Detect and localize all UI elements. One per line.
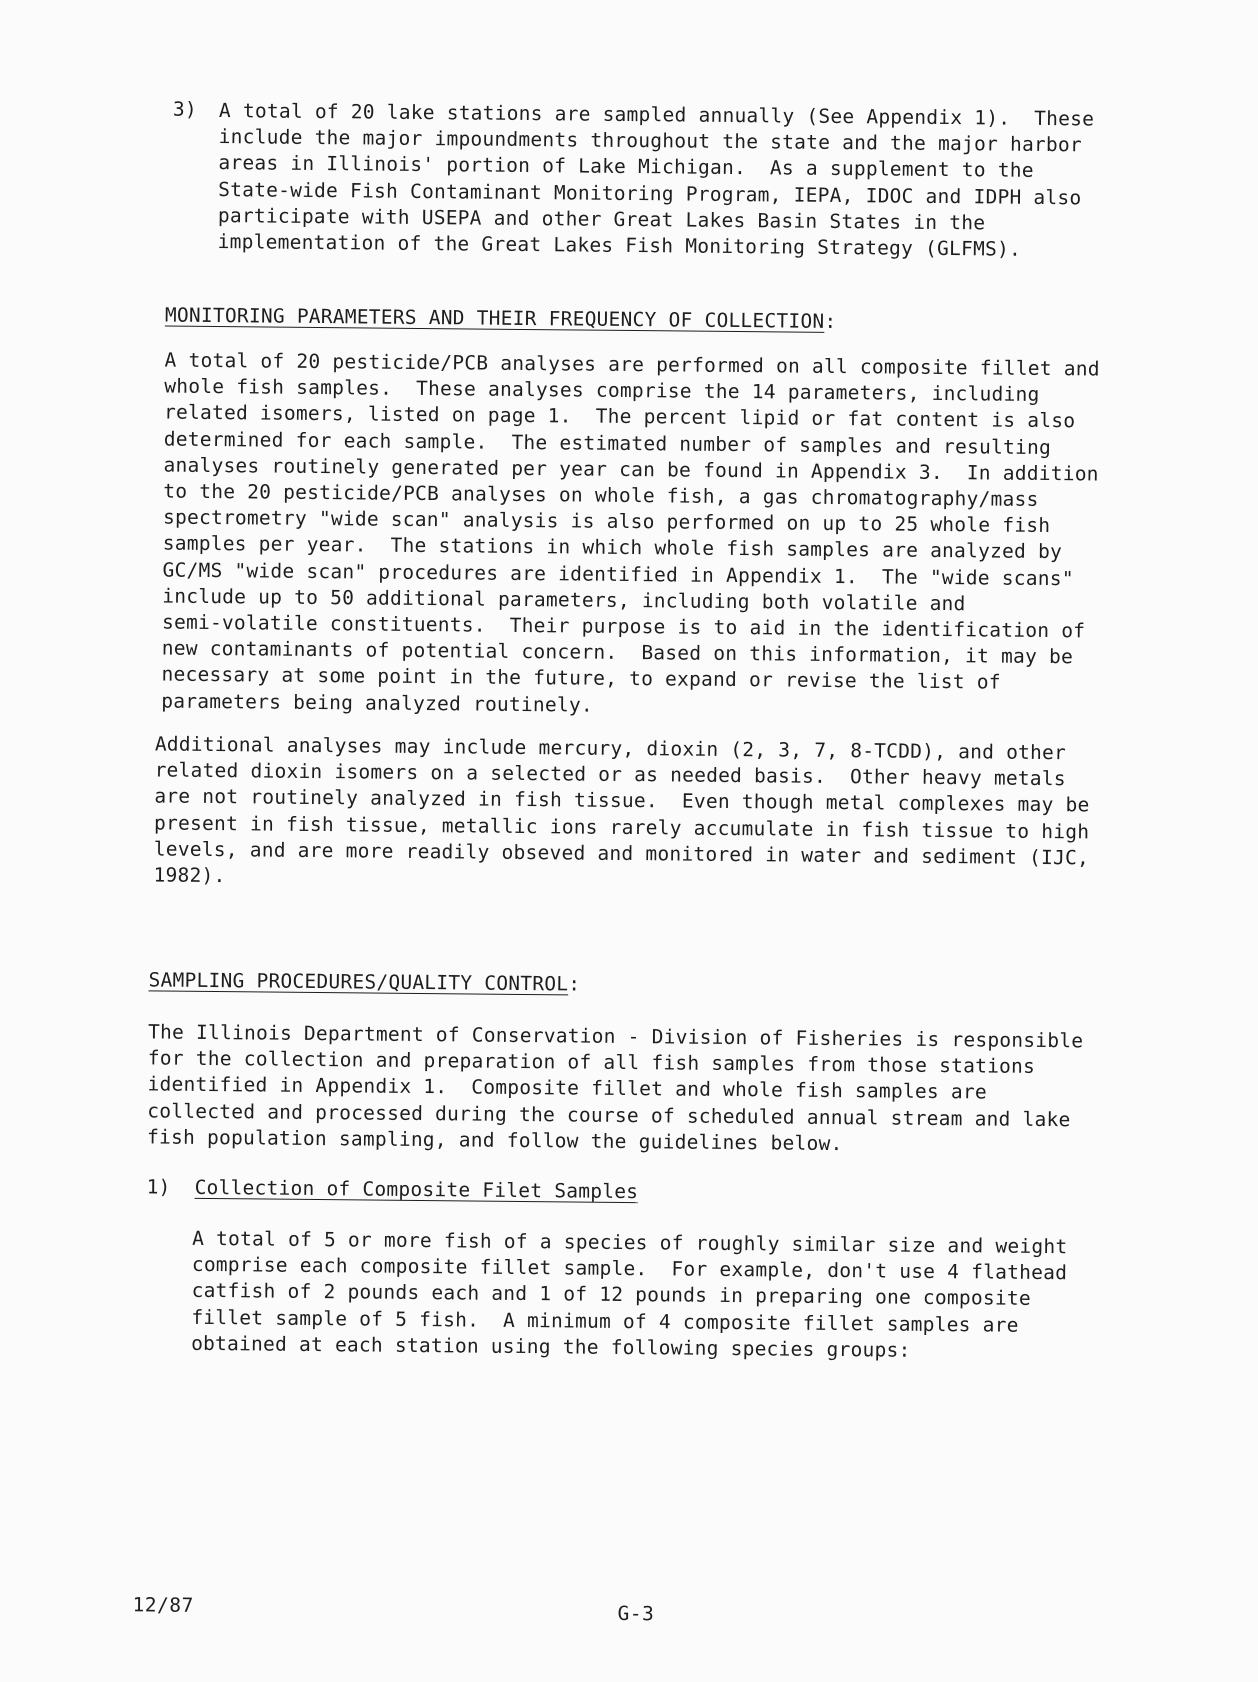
text-line: comprise each composite fillet sample. For example, don't use 4 flathead	[191, 1253, 1068, 1285]
monitoring-heading-colon: :	[824, 309, 837, 333]
text-line: samples per year. The stations in which whole fish samples are analyzed by	[162, 531, 1063, 564]
text-line: 1982).	[153, 863, 226, 888]
text-line: include the major impoundments throughout the state and the major harbor	[218, 125, 1083, 157]
footer-date: 12/87	[132, 1593, 194, 1617]
item-1-title: Collection of Composite Filet Samples	[194, 1175, 639, 1204]
text-line: Additional analyses may include mercury, dioxin (2, 3, 7, 8-TCDD), and other	[154, 732, 1067, 765]
sampling-paragraph	[147, 1019, 1083, 1159]
text-line: State-wide Fish Contaminant Monitoring Program, IEPA, IDOC and IDPH also	[218, 177, 1082, 209]
sampling-heading-colon: :	[568, 972, 581, 996]
text-line: A total of 5 or more fish of a species of roughly similar size and weight	[192, 1226, 1068, 1259]
text-line: A total of 20 pesticide/PCB analyses are performed on all composite fillet and	[164, 348, 1100, 381]
text-line: participate with USEPA and other Great Lakes Basin States in the	[217, 203, 986, 235]
text-line: fish population sampling, and follow the guidelines below.	[147, 1125, 843, 1155]
monitoring-heading	[165, 304, 837, 333]
text-line: present in fish tissue, metallic ions rarely accumulate in fish tissue to high	[154, 811, 1090, 844]
text-line: implementation of the Great Lakes Fish Monitoring Strategy (GLFMS).	[217, 230, 1022, 261]
text-line: determined for each sample. The estimated number of samples and resulting	[163, 427, 1052, 459]
item-3-paragraph	[218, 98, 1095, 264]
text-line: GC/MS "wide scan" procedures are identified in Appendix 1. The "wide scans"	[162, 558, 1074, 590]
text-line: A total of 20 lake stations are sampled annually (See Appendix 1). These	[218, 99, 1095, 131]
text-line: related dioxin isomers on a selected or as needed basis. Other heavy metals	[154, 758, 1066, 791]
text-line: obtained at each station using the following species groups:	[191, 1331, 911, 1362]
text-line: are not routinely analyzed in fish tissue. Even though metal complexes may be	[154, 784, 1090, 817]
item-1-number: 1)	[146, 1175, 171, 1199]
item-1-paragraph	[191, 1226, 1067, 1365]
text-line: include up to 50 additional parameters, including both volatile and	[162, 584, 966, 616]
text-line: necessary at some point in the future, to expand or revise the list of	[161, 662, 1001, 694]
text-line: fillet sample of 5 fish. A minimum of 4 composite fillet samples are	[191, 1305, 1019, 1337]
text-line: levels, and are more readily obseved and monitored in water and sediment (IJC,	[153, 837, 1090, 870]
sampling-heading-text: SAMPLING PROCEDURES/QUALITY CONTROL	[148, 968, 569, 996]
text-line: whole fish samples. These analyses comprise the 14 parameters, including	[164, 374, 1040, 407]
text-line: to the 20 pesticide/PCB analyses on whole fish, a gas chromatography/mass	[163, 479, 1039, 511]
text-line: catfish of 2 pounds each and 1 of 12 pounds in preparing one composite	[191, 1279, 1032, 1311]
text-line: for the collection and preparation of all fish samples from those stations	[147, 1046, 1036, 1079]
text-line: new contaminants of potential concern. Based on this information, it may be	[161, 636, 1074, 669]
sampling-heading	[149, 968, 581, 995]
item-3-number: 3)	[172, 97, 198, 121]
text-line: The Illinois Department of Conservation - Division of Fisheries is responsible	[148, 1020, 1084, 1053]
page-number: G-3	[617, 1601, 655, 1626]
text-line: areas in Illinois' portion of Lake Michigan. As a supplement to the	[218, 151, 1034, 183]
monitoring-heading-text: MONITORING PARAMETERS AND THEIR FREQUENCY OF COLLECTION	[164, 303, 825, 333]
text-line: related isomers, listed on page 1. The percent lipid or fat content is also	[163, 400, 1076, 433]
text-line: semi-volatile constituents. Their purpose is to aid in the identification of	[161, 610, 1086, 643]
text-line: collected and processed during the course of scheduled annual stream and lake	[147, 1098, 1071, 1131]
monitoring-paragraph-1	[161, 348, 1100, 724]
text-line: analyses routinely generated per year can be found in Appendix 3. In addition	[163, 453, 1099, 486]
text-line: parameters being analyzed routinely.	[161, 689, 594, 717]
monitoring-paragraph-2	[153, 731, 1090, 897]
text-line: identified in Appendix 1. Composite fillet and whole fish samples are	[147, 1072, 987, 1104]
text-line: spectrometry "wide scan" analysis is also performed on up to 25 whole fish	[162, 505, 1051, 538]
